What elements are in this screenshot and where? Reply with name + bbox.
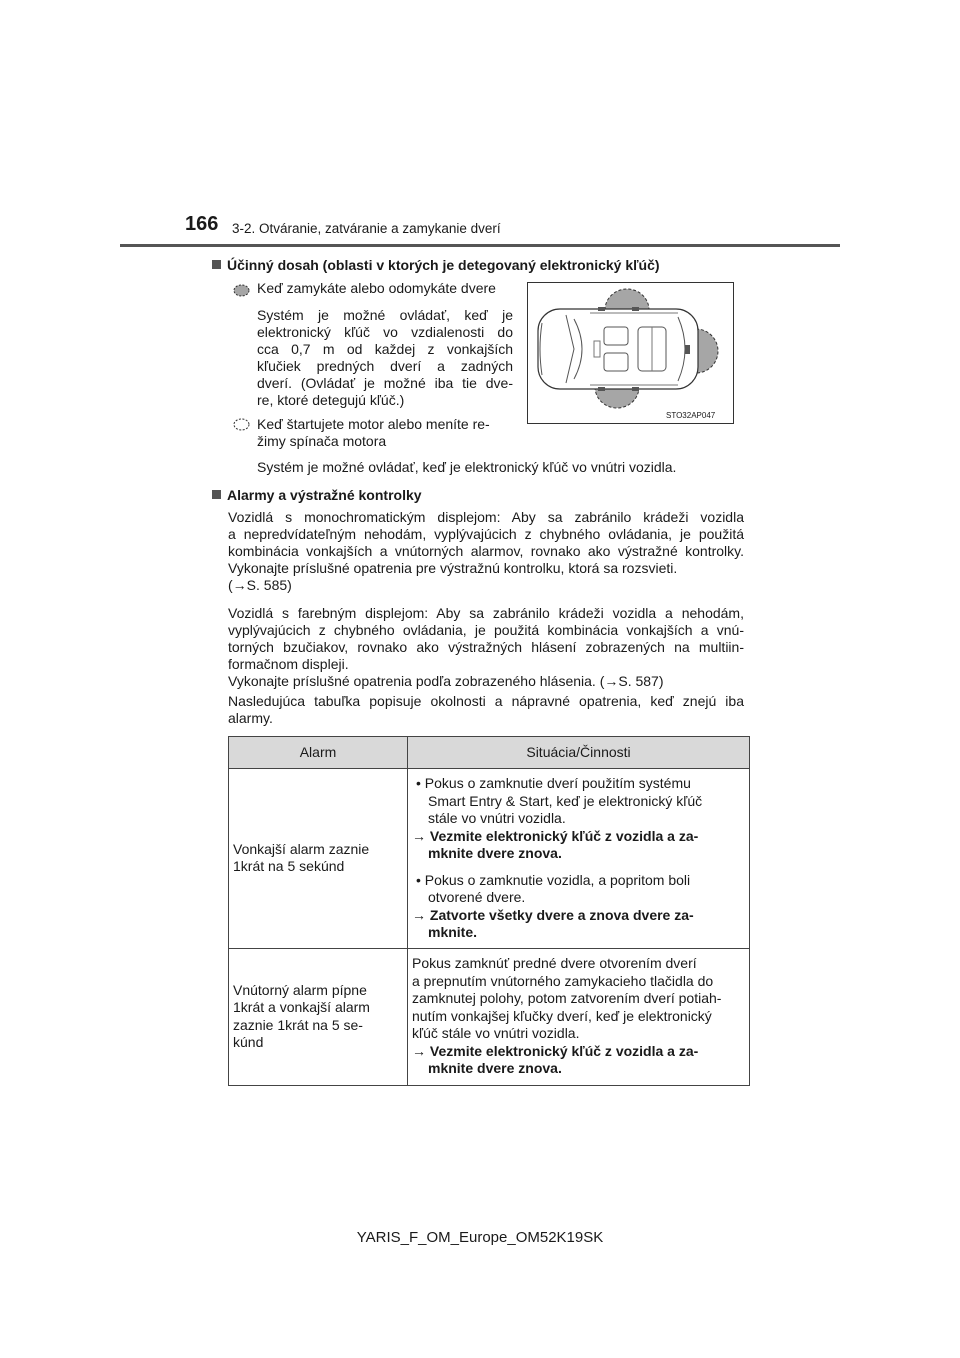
action-line: mknite dvere znova.	[428, 1060, 562, 1077]
action-line: → Zatvorte všetky dvere a znova dvere za-	[412, 906, 694, 923]
zone2-label-line-1: Keď štartujete motor alebo meníte re-	[257, 416, 490, 432]
situation-cell	[408, 769, 750, 949]
header-divider	[120, 244, 840, 247]
car-detection-figure	[527, 282, 734, 424]
action-line: mknite dvere znova.	[428, 845, 562, 861]
section-heading-alarms	[212, 487, 422, 503]
section-title: 3-2. Otváranie, zatváranie a zamykanie dverí	[232, 221, 501, 236]
para1-line-1: Vozidlá s monochromatickým displejom: Aby sa zabránilo krádeži vozidla	[228, 509, 744, 525]
alarm-line: 1krát a vonkajší alarm	[233, 999, 370, 1015]
section-heading-alarms-text: Alarmy a výstražné kontrolky	[227, 487, 422, 503]
para1-line-5: (→S. 585)	[228, 577, 292, 593]
action-line: mknite.	[428, 924, 478, 940]
para2-line-5: Vykonajte príslušné opatrenia podľa zobrazeného hlásenia. (→S. 587)	[228, 673, 664, 689]
zone1-line-5: dverí. (Ovládať je možné iba tie dve-	[257, 375, 513, 391]
alarm-line: Vnútorný alarm pípne	[233, 981, 367, 998]
zone1-line-1: Systém je možné ovládať, keď je	[257, 307, 513, 323]
section-heading-range	[212, 257, 660, 273]
para3-line-1: Nasledujúca tabuľka popisuje okolnosti a nápravné opatrenia, keď znejú iba	[228, 693, 744, 709]
alarm-line: zaznie 1krát na 5 se-	[233, 1016, 363, 1033]
zone1-line-6: re, ktoré detegujú kľúč.)	[257, 392, 405, 408]
para2-line-2: vyplývajúcich z chybného ovládania, je použitá kombinácia vonkajších a vnú-	[228, 622, 744, 638]
situation-line: a prepnutím vnútorného zamykacieho tlačidla do	[412, 972, 714, 989]
table-row	[229, 948, 750, 1085]
column-header-situation: Situácia/Činnosti	[408, 737, 750, 769]
figure-code: STO32AP047	[666, 411, 716, 420]
action-line: → Vezmite elektronický kľúč z vozidla a za-	[412, 827, 699, 844]
zone2-label-line-2: žimy spínača motora	[257, 433, 387, 449]
para1-line-3: kombinácia vonkajších a vnútorných alarmov, rovnako ako výstražné kontrolky.	[228, 543, 744, 559]
para2-line-4: formačnom displeji.	[228, 656, 349, 672]
column-header-alarm: Alarm	[229, 737, 408, 769]
square-bullet-icon	[212, 490, 221, 499]
situation-line: • Pokus o zamknutie dverí použitím systému	[416, 775, 691, 791]
situation-line: otvorené dvere.	[428, 889, 526, 905]
zone2-text: Systém je možné ovládať, keď je elektronický kľúč vo vnútri vozidla.	[257, 459, 677, 475]
interior-zone-icon	[233, 418, 250, 431]
outer-zone-icon	[233, 284, 250, 297]
zone1-line-3: cca 0,7 m od každej z vonkajších	[257, 341, 513, 357]
alarm-cell	[229, 948, 408, 1085]
square-bullet-icon	[212, 260, 221, 269]
alarm-line: kúnd	[233, 1034, 264, 1050]
section-heading-range-text: Účinný dosah (oblasti v ktorých je detegovaný elektronický kľúč)	[227, 257, 660, 273]
para1-line-2: a nepredvídateľným nehodám, vyplývajúcich z chybného ovládania, je použitá	[228, 526, 744, 542]
table-row	[229, 769, 750, 949]
situation-cell	[408, 948, 750, 1085]
situation-line: kľúč stále vo vnútri vozidla.	[412, 1025, 580, 1042]
situation-line: zamknutej polohy, potom zatvorením dverí potiah-	[412, 990, 722, 1007]
situation-line: nutím vonkajšej kľučky dverí, keď je elektronický	[412, 1007, 712, 1024]
para2-line-3: torných bzučiakov, rovnako ako výstražných hlásení zobrazených na multiin-	[228, 639, 744, 655]
para2-line-1: Vozidlá s farebným displejom: Aby sa zabránilo krádeži vozidla a nehodám,	[228, 605, 744, 621]
alarm-table	[228, 736, 750, 1086]
situation-line: • Pokus o zamknutie vozidla, a popritom boli	[416, 871, 691, 888]
alarm-cell	[229, 769, 408, 949]
action-line: → Vezmite elektronický kľúč z vozidla a za-	[412, 1042, 699, 1059]
alarm-line: 1krát na 5 sekúnd	[233, 858, 345, 875]
situation-line: stále vo vnútri vozidla.	[428, 810, 566, 826]
zone1-label: Keď zamykáte alebo odomykáte dvere	[257, 280, 496, 296]
situation-line: Smart Entry & Start, keď je elektronický kľúč	[428, 792, 703, 809]
page-number: 166	[185, 213, 219, 235]
para3-line-2: alarmy.	[228, 710, 273, 726]
zone1-line-2: elektronický kľúč vo vzdialenosti do	[257, 324, 513, 340]
alarm-line: Vonkajší alarm zaznie	[233, 840, 370, 857]
car-top-view-illustration	[528, 283, 733, 423]
para1-line-4: Vykonajte príslušné opatrenia pre výstražnú kontrolku, ktorá sa rozsvieti.	[228, 560, 678, 576]
zone1-line-4: kľučiek predných dverí a zadných	[257, 358, 513, 374]
situation-line: Pokus zamknúť predné dvere otvorením dverí	[412, 955, 697, 972]
table-header-row	[229, 737, 750, 769]
document-code: YARIS_F_OM_Europe_OM52K19SK	[356, 1229, 604, 1246]
